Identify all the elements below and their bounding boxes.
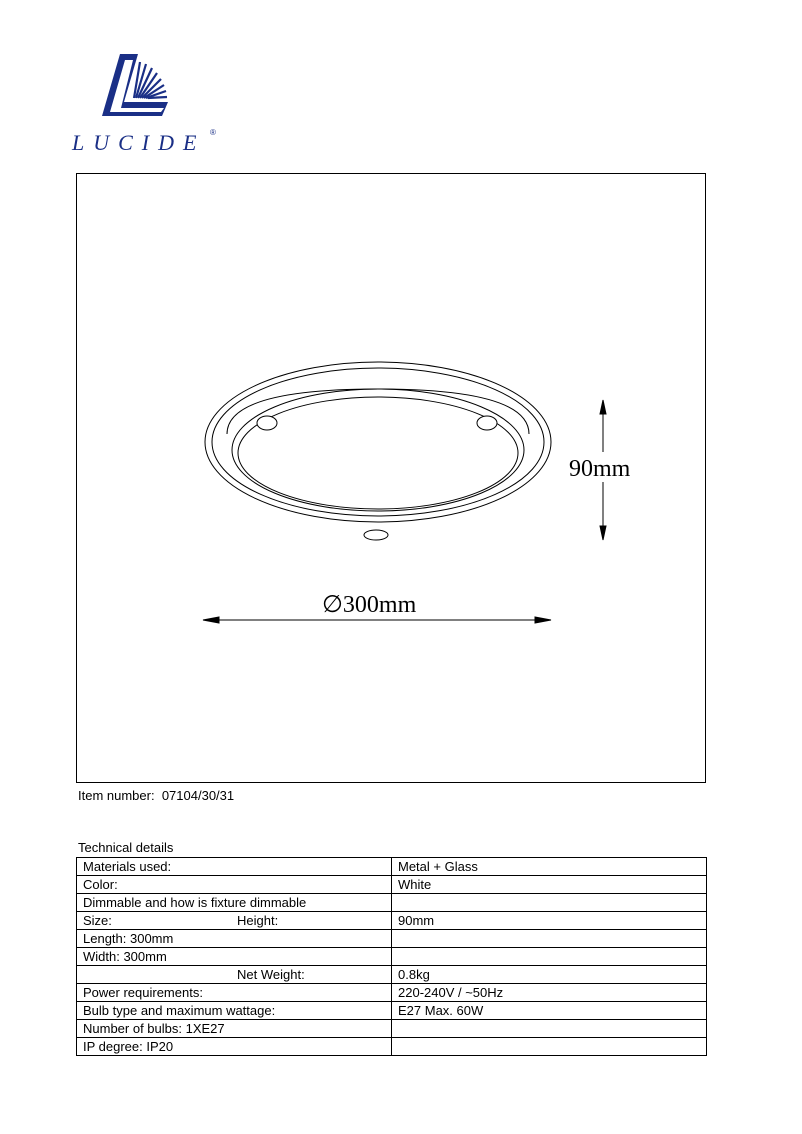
spec-value: E27 Max. 60W: [392, 1002, 707, 1020]
table-row: [77, 1038, 707, 1056]
spec-value: [392, 948, 707, 966]
table-row: [77, 858, 707, 876]
spec-value: [392, 1020, 707, 1038]
spec-value: [392, 1038, 707, 1056]
spec-label: Dimmable and how is fixture dimmable: [77, 894, 392, 912]
registered-mark: ®: [210, 128, 216, 137]
spec-label: Length: 300mm: [77, 930, 392, 948]
lamp-clip-left: [257, 416, 277, 430]
item-number-value: 07104/30/31: [161, 788, 235, 803]
table-row: [77, 1020, 707, 1038]
table-row: [77, 876, 707, 894]
brand-name: LUCIDE: [72, 130, 206, 155]
technical-details-table: [76, 857, 707, 1056]
spec-value: 220-240V / ~50Hz: [392, 984, 707, 1002]
lucide-logo-mark: [72, 52, 182, 124]
spec-label: Materials used:: [77, 858, 392, 876]
lamp-clip-bottom: [364, 530, 388, 540]
spec-sublabel: Height:: [237, 913, 279, 928]
table-row: [77, 894, 707, 912]
spec-value: White: [392, 876, 707, 894]
spec-value: [392, 894, 707, 912]
spec-value: 90mm: [392, 912, 707, 930]
lamp-glass-dish: [232, 389, 524, 511]
diameter-label: ∅300mm: [322, 592, 417, 618]
lamp-outer-rim: [205, 362, 551, 522]
technical-details-title: Technical details: [78, 840, 174, 855]
spec-label: IP degree: IP20: [77, 1038, 392, 1056]
table-row: [77, 930, 707, 948]
spec-value: [392, 930, 707, 948]
spec-sublabel: Net Weight:: [237, 967, 305, 982]
spec-value: 0.8kg: [392, 966, 707, 984]
spec-label: Size:: [83, 913, 112, 928]
item-number: [78, 788, 234, 803]
spec-label: Color:: [77, 876, 392, 894]
table-row: [77, 912, 707, 930]
spec-label: Width: 300mm: [77, 948, 392, 966]
height-label: 90mm: [569, 456, 631, 482]
spec-label-cell: [77, 966, 392, 984]
spec-value: Metal + Glass: [392, 858, 707, 876]
lamp-drawing: [77, 174, 707, 784]
table-row: [77, 948, 707, 966]
table-row: [77, 966, 707, 984]
spec-label: Power requirements:: [77, 984, 392, 1002]
item-number-label: Item number:: [78, 788, 155, 803]
spec-label: Bulb type and maximum wattage:: [77, 1002, 392, 1020]
spec-label-cell: [77, 912, 392, 930]
technical-drawing: [76, 173, 706, 783]
table-row: [77, 984, 707, 1002]
spec-label: Number of bulbs: 1XE27: [77, 1020, 392, 1038]
lamp-clip-right: [477, 416, 497, 430]
table-row: [77, 1002, 707, 1020]
lucide-logo: [72, 52, 222, 162]
